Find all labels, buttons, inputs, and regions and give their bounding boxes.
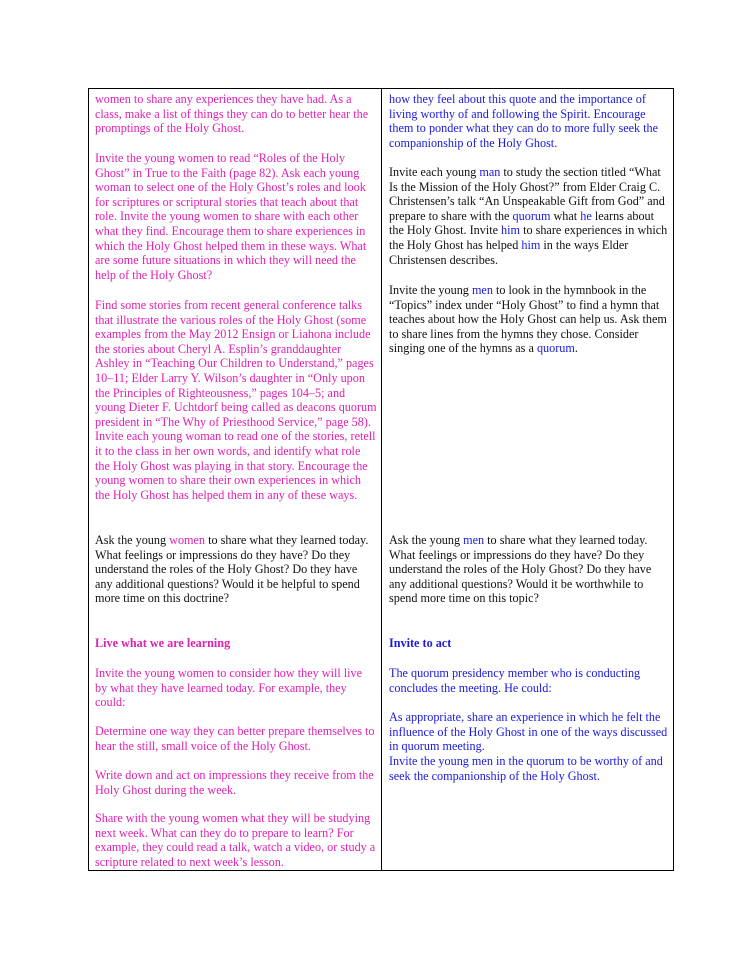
ym-p2-highlight-him: him: [521, 237, 541, 252]
ym-p3-highlight-quorum: quorum: [536, 341, 575, 356]
yw-paragraph-5: Determine one way they can better prepare themselves to hear the still, small voice of the Holy Ghost.: [95, 724, 375, 753]
ym-paragraph-2: [389, 165, 671, 267]
yw-ask-text-start: Ask the young: [95, 533, 170, 547]
ym-ask-highlight: men: [463, 533, 485, 547]
yw-heading: Live what we are learning: [95, 636, 231, 650]
yw-paragraph-3: Find some stories from recent general conference talks that illustrate the various roles of the Holy Ghost (some examples from the May 2012 Ensign or Liahona include the stories about Cheryl A. Esplin’s granddaughter Ashley in “Teaching Our Children to Understand,” pages 10–11; Elder Larry Y. Wilson’s daughter in “Only upon the Principles of Righteousness,” pages 104–5; and young Dieter F. Uchtdorf being called as deacons quorum president in “The Why of Priesthood Service,” page 58). Invite each young woman to read one of the stories, retell it to the class in her own words, and identify what role the Holy Ghost was playing in that story. Encourage the young women to share their own experiences in which the Holy Ghost has helped them in any of these ways.: [95, 298, 377, 502]
yw-paragraph-2: Invite the young women to read “Roles of the Holy Ghost” in True to the Faith (page 82). Ask each young woman to select one of the Holy Ghost’s roles and look for scriptures or scriptural stories that teach about that role. Invite the young women to share with each other what they find. Encourage them to share experiences in which the Holy Ghost helped them in these ways. What are some future situations in which they will need the help of the Holy Ghost?: [95, 151, 367, 282]
ym-heading: Invite to act: [389, 636, 452, 650]
ym-paragraph-5: As appropriate, share an experience in which he felt the influence of the Holy Ghost in one of the ways discussed in quorum meeting.: [389, 710, 668, 754]
yw-ask-text-end: to share what they learned today. What feelings or impressions do they have? Do they understand the roles of the Holy Ghost? Do they have any additional questions? Would it be helpful to spend more time on this doctrine?: [95, 533, 369, 606]
yw-ask-paragraph: [95, 533, 377, 606]
ym-ask-paragraph: [389, 533, 671, 606]
ym-p3-highlight-men: men: [471, 283, 493, 297]
ym-p2-highlight-man: man: [479, 165, 501, 179]
column-divider: [381, 89, 382, 870]
yw-paragraph-4: Invite the young women to consider how they will live by what they have learned today. For example, they could:: [95, 666, 363, 710]
ym-p3-text: to look in the hymnbook in the “Topics” index under “Holy Ghost” to find a hymn that teaches about how the Holy Ghost can help us. Ask them to share lines from the hymns they chose. Consider singing one of the hymns as a: [389, 283, 667, 356]
yw-ask-highlight: women: [169, 533, 206, 547]
ym-p2-text: what: [550, 208, 581, 223]
ym-ask-text-end: to share what they learned today. What feelings or impressions do they have? Do they understand the roles of the Holy Ghost? Do they have any additional questions? Would it be worthwhile to spend more time on this topic?: [389, 533, 652, 606]
ym-p2-highlight-him: him: [501, 223, 521, 238]
ym-p3-text: .: [574, 341, 578, 356]
yw-paragraph-1: women to share any experiences they have had. As a class, make a list of things they can do to better hear the promptings of the Holy Ghost.: [95, 92, 369, 136]
lesson-comparison-table: [88, 88, 674, 871]
ym-p2-text: to study the section titled “What Is the Mission of the Holy Ghost?” from Elder Craig C. Christensen’s talk “An Unspeakable Gift from God” and prepare to share with the: [389, 165, 665, 223]
ym-p2-text: to share experiences in which the Holy Ghost has helped: [389, 223, 668, 252]
ym-p2-highlight-he: he: [580, 208, 592, 223]
ym-paragraph-1: how they feel about this quote and the importance of living worthy of and following the Spirit. Encourage them to ponder what they can do to more fully seek the companionship of the Holy Ghost.: [389, 92, 659, 150]
yw-paragraph-7: Share with the young women what they will be studying next week. What can they do to prepare to learn? For example, they could read a talk, watch a video, or study a scripture related to next week’s lesson.: [95, 811, 376, 869]
ym-p2-text: learns about the Holy Ghost. Invite: [389, 208, 655, 238]
ym-ask-text-start: Ask the young: [389, 533, 464, 547]
ym-p2-highlight-quorum: quorum: [512, 208, 551, 223]
ym-p2-text: Invite each young: [389, 165, 480, 179]
ym-paragraph-6: Invite the young men in the quorum to be worthy of and seek the companionship of the Holy Ghost.: [389, 754, 663, 783]
yw-paragraph-6: Write down and act on impressions they receive from the Holy Ghost during the week.: [95, 768, 374, 797]
ym-paragraph-3: [389, 283, 671, 356]
ym-p3-text: Invite the young: [389, 283, 472, 297]
ym-paragraph-4: The quorum presidency member who is conducting concludes the meeting. He could:: [389, 666, 641, 695]
ym-p2-text: in the ways Elder Christensen describes.: [389, 237, 629, 267]
